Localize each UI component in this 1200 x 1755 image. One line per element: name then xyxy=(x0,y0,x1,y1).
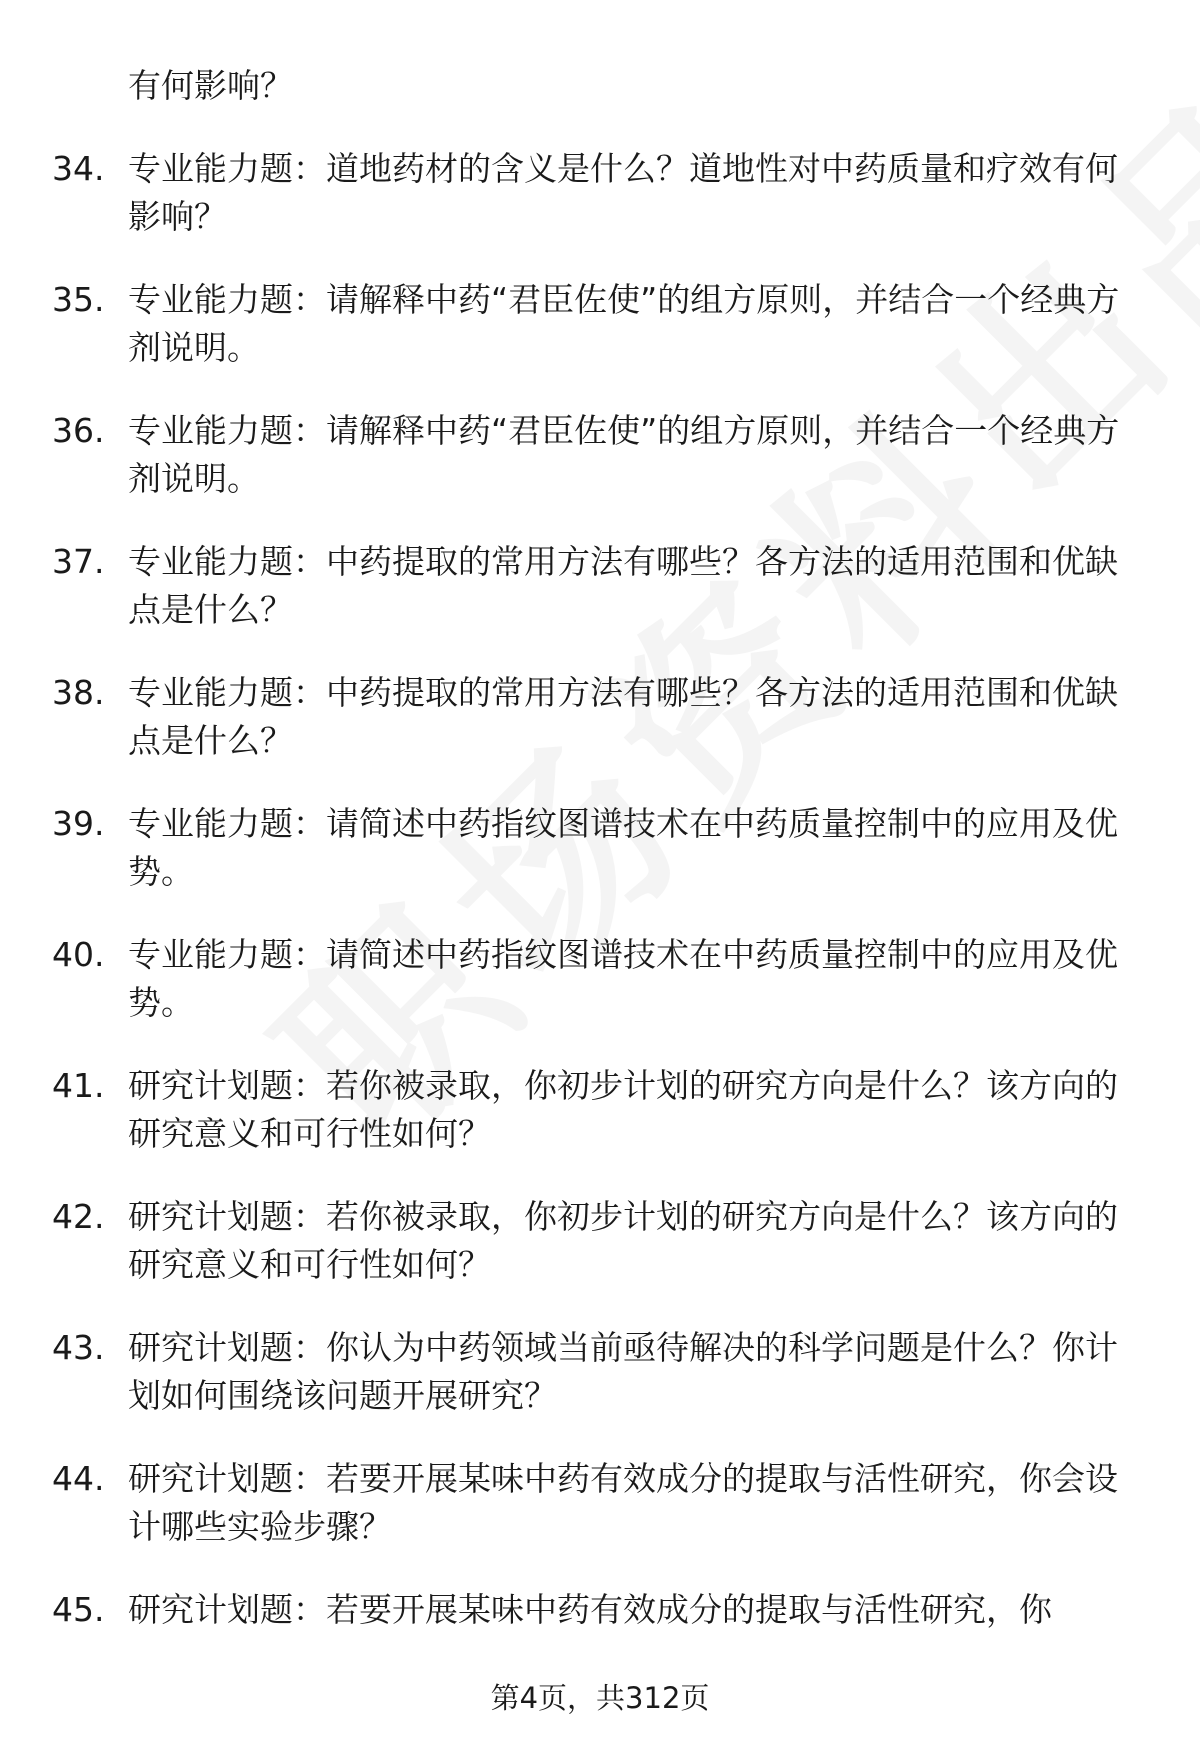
question-text: 专业能力题：中药提取的常用方法有哪些？各方法的适用范围和优缺点是什么？ xyxy=(128,673,1118,760)
question-number: 40. xyxy=(52,935,105,974)
question-text: 专业能力题：请简述中药指纹图谱技术在中药质量控制中的应用及优势。 xyxy=(128,804,1118,891)
question-number: 35. xyxy=(52,280,105,319)
question-number: 45. xyxy=(52,1590,105,1629)
question-item xyxy=(0,145,1200,276)
question-number: 34. xyxy=(52,149,105,188)
question-number: 38. xyxy=(52,673,105,712)
question-item xyxy=(0,669,1200,800)
question-text: 研究计划题：你认为中药领域当前亟待解决的科学问题是什么？你计划如何围绕该问题开展研究？ xyxy=(128,1328,1118,1415)
question-item xyxy=(0,800,1200,931)
question-text: 研究计划题：若你被录取，你初步计划的研究方向是什么？该方向的研究意义和可行性如何？ xyxy=(128,1066,1118,1153)
question-text: 研究计划题：若要开展某味中药有效成分的提取与活性研究，你会设计哪些实验步骤？ xyxy=(128,1459,1118,1546)
question-item xyxy=(0,931,1200,1062)
question-text: 研究计划题：若你被录取，你初步计划的研究方向是什么？该方向的研究意义和可行性如何？ xyxy=(128,1197,1118,1284)
question-text: 研究计划题：若要开展某味中药有效成分的提取与活性研究，你 xyxy=(128,1590,1052,1629)
question-item xyxy=(0,538,1200,669)
question-item xyxy=(0,1324,1200,1455)
question-number: 36. xyxy=(52,411,105,450)
question-item xyxy=(0,407,1200,538)
question-number: 44. xyxy=(52,1459,105,1498)
question-text: 专业能力题：道地药材的含义是什么？道地性对中药质量和疗效有何影响？ xyxy=(128,149,1118,236)
question-number: 39. xyxy=(52,804,105,843)
question-text: 专业能力题：中药提取的常用方法有哪些？各方法的适用范围和优缺点是什么？ xyxy=(128,542,1118,629)
question-item xyxy=(0,1455,1200,1586)
question-item xyxy=(0,1062,1200,1193)
question-list xyxy=(0,145,1200,1717)
question-number: 37. xyxy=(52,542,105,581)
question-item xyxy=(0,1193,1200,1324)
question-text: 专业能力题：请解释中药“君臣佐使”的组方原则，并结合一个经典方剂说明。 xyxy=(128,280,1120,367)
question-number: 42. xyxy=(52,1197,105,1236)
question-text: 专业能力题：请解释中药“君臣佐使”的组方原则，并结合一个经典方剂说明。 xyxy=(128,411,1120,498)
question-number: 43. xyxy=(52,1328,105,1367)
question-text: 专业能力题：请简述中药指纹图谱技术在中药质量控制中的应用及优势。 xyxy=(128,935,1118,1022)
question-number: 41. xyxy=(52,1066,105,1105)
question-item xyxy=(0,276,1200,407)
continuation-text: 有何影响？ xyxy=(128,66,293,105)
page-footer: 第4页，共312页 xyxy=(490,1681,710,1715)
